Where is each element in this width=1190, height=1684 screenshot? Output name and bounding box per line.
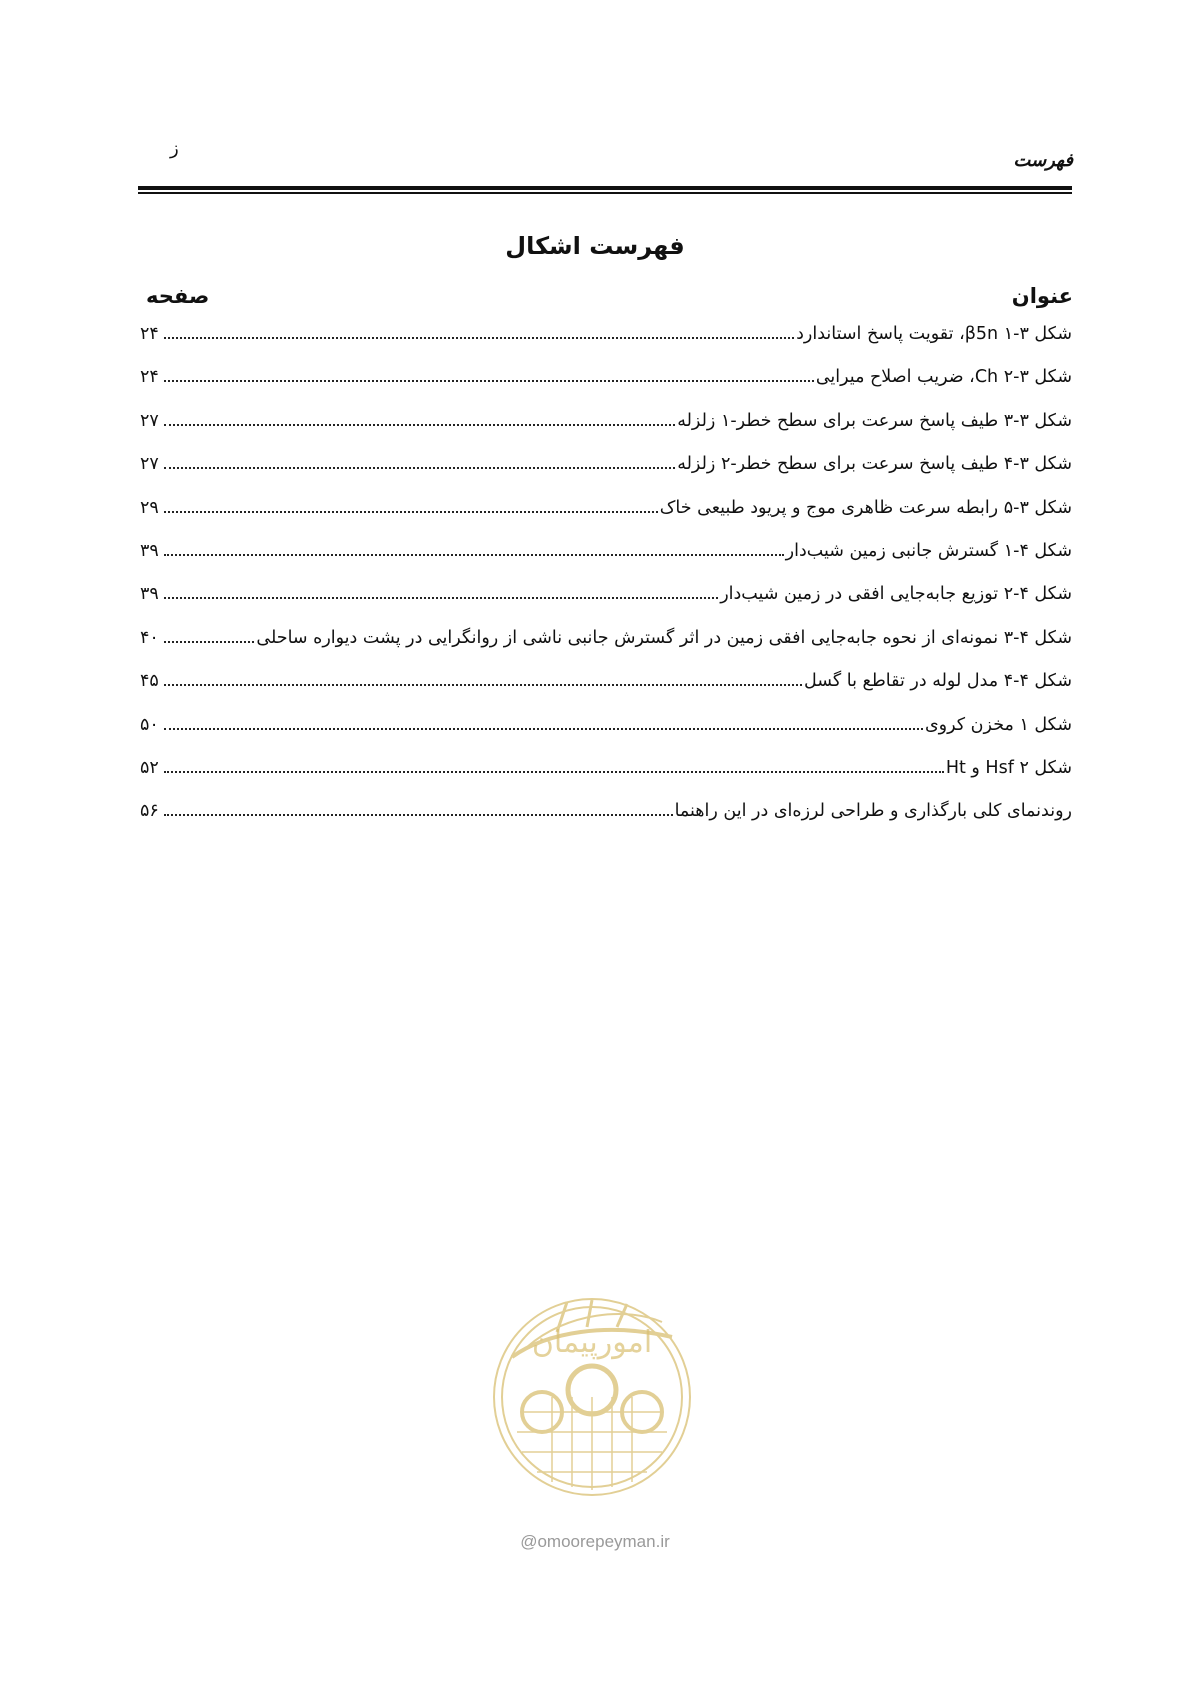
toc-entry-page: ۴۰	[140, 627, 159, 648]
watermark-logo	[487, 1292, 697, 1512]
toc-entry[interactable]	[140, 628, 1072, 671]
toc-entry[interactable]	[140, 411, 1072, 454]
watermark-logo-text: امورپیمان	[531, 1325, 653, 1360]
toc-leader	[164, 641, 254, 643]
toc-entry-title: شکل ۳-۲ Ch، ضریب اصلاح میرایی	[815, 367, 1072, 388]
toc-entry[interactable]	[140, 541, 1072, 584]
toc-entry-title: شکل ۴-۴ مدل لوله در تقاطع با گسل	[804, 671, 1072, 692]
toc-leader	[164, 771, 944, 773]
header-rule-thick	[138, 186, 1072, 190]
toc-leader	[164, 511, 658, 513]
toc-entry-page: ۵۰	[140, 714, 159, 735]
toc-entry-page: ۲۹	[140, 497, 159, 518]
toc-entry-page: ۲۴	[140, 324, 159, 344]
toc-entry-page: ۳۹	[140, 540, 159, 561]
toc-entry-page: ۳۹	[140, 584, 159, 605]
toc-entry-title: شکل ۳-۵ رابطه سرعت ظاهری موج و پریود طبیعی خاک	[659, 497, 1072, 518]
page-letter: ز	[170, 138, 179, 159]
toc-entry-title: شکل ۳-۳ طیف پاسخ سرعت برای سطح خطر-۱ زلزله	[677, 410, 1072, 431]
header-rule-thin	[138, 192, 1072, 194]
toc-entry-title: شکل ۳-۴ طیف پاسخ سرعت برای سطح خطر-۲ زلزله	[677, 454, 1072, 475]
column-heading-title: عنوان	[1011, 284, 1073, 308]
toc-leader	[164, 424, 675, 426]
toc-entry-title: شکل ۴-۱ گسترش جانبی زمین شیب‌دار	[785, 540, 1072, 561]
toc-leader	[164, 597, 718, 599]
toc-entry[interactable]	[140, 324, 1072, 367]
toc-entry[interactable]	[140, 584, 1072, 627]
toc-entry[interactable]	[140, 801, 1072, 844]
toc-entry[interactable]	[140, 758, 1072, 801]
toc-entry-page: ۲۷	[140, 410, 159, 431]
toc-leader	[164, 814, 673, 816]
toc-entry[interactable]	[140, 671, 1072, 714]
watermark-site: @omoorepeyman.ir	[520, 1532, 670, 1551]
toc-leader	[164, 554, 784, 556]
toc-leader	[164, 684, 802, 686]
toc-entry[interactable]	[140, 367, 1072, 410]
toc-entry-title: شکل ۳-۱ β5n، تقویت پاسخ استاندارد	[796, 324, 1072, 344]
page-title: فهرست اشکال	[505, 232, 685, 260]
toc-entry-page: ۵۲	[140, 757, 159, 778]
toc-entry[interactable]	[140, 454, 1072, 497]
toc-leader	[164, 467, 675, 469]
toc-entry[interactable]	[140, 498, 1072, 541]
toc-entry[interactable]	[140, 715, 1072, 758]
toc-leader	[164, 380, 814, 382]
toc-entry-title: شکل ۴-۲ توزیع جابه‌جایی افقی در زمین شیب‌دار	[720, 584, 1072, 605]
running-header: فهرست	[1013, 150, 1073, 171]
toc-entry-title: شکل ۴-۳ نمونه‌ای از نحوه جابه‌جایی افقی زمین در اثر گسترش جانبی ناشی از روانگرایی در پشت دیواره ساحلی	[256, 627, 1072, 648]
toc-entry-page: ۲۷	[140, 454, 159, 475]
toc-entry-title: روندنمای کلی بارگذاری و طراحی لرزه‌ای در این راهنما	[674, 801, 1072, 822]
toc-leader	[164, 728, 923, 730]
toc-entry-title: شکل ۲ Hsf و Ht	[945, 757, 1072, 778]
toc-list	[140, 324, 1072, 845]
toc-entry-page: ۵۶	[140, 801, 159, 822]
toc-entry-page: ۴۵	[140, 671, 159, 692]
column-heading-page: صفحه	[146, 284, 210, 308]
toc-entry-page: ۲۴	[140, 367, 159, 388]
toc-entry-title: شکل ۱ مخزن کروی	[924, 714, 1072, 735]
toc-leader	[164, 337, 794, 339]
